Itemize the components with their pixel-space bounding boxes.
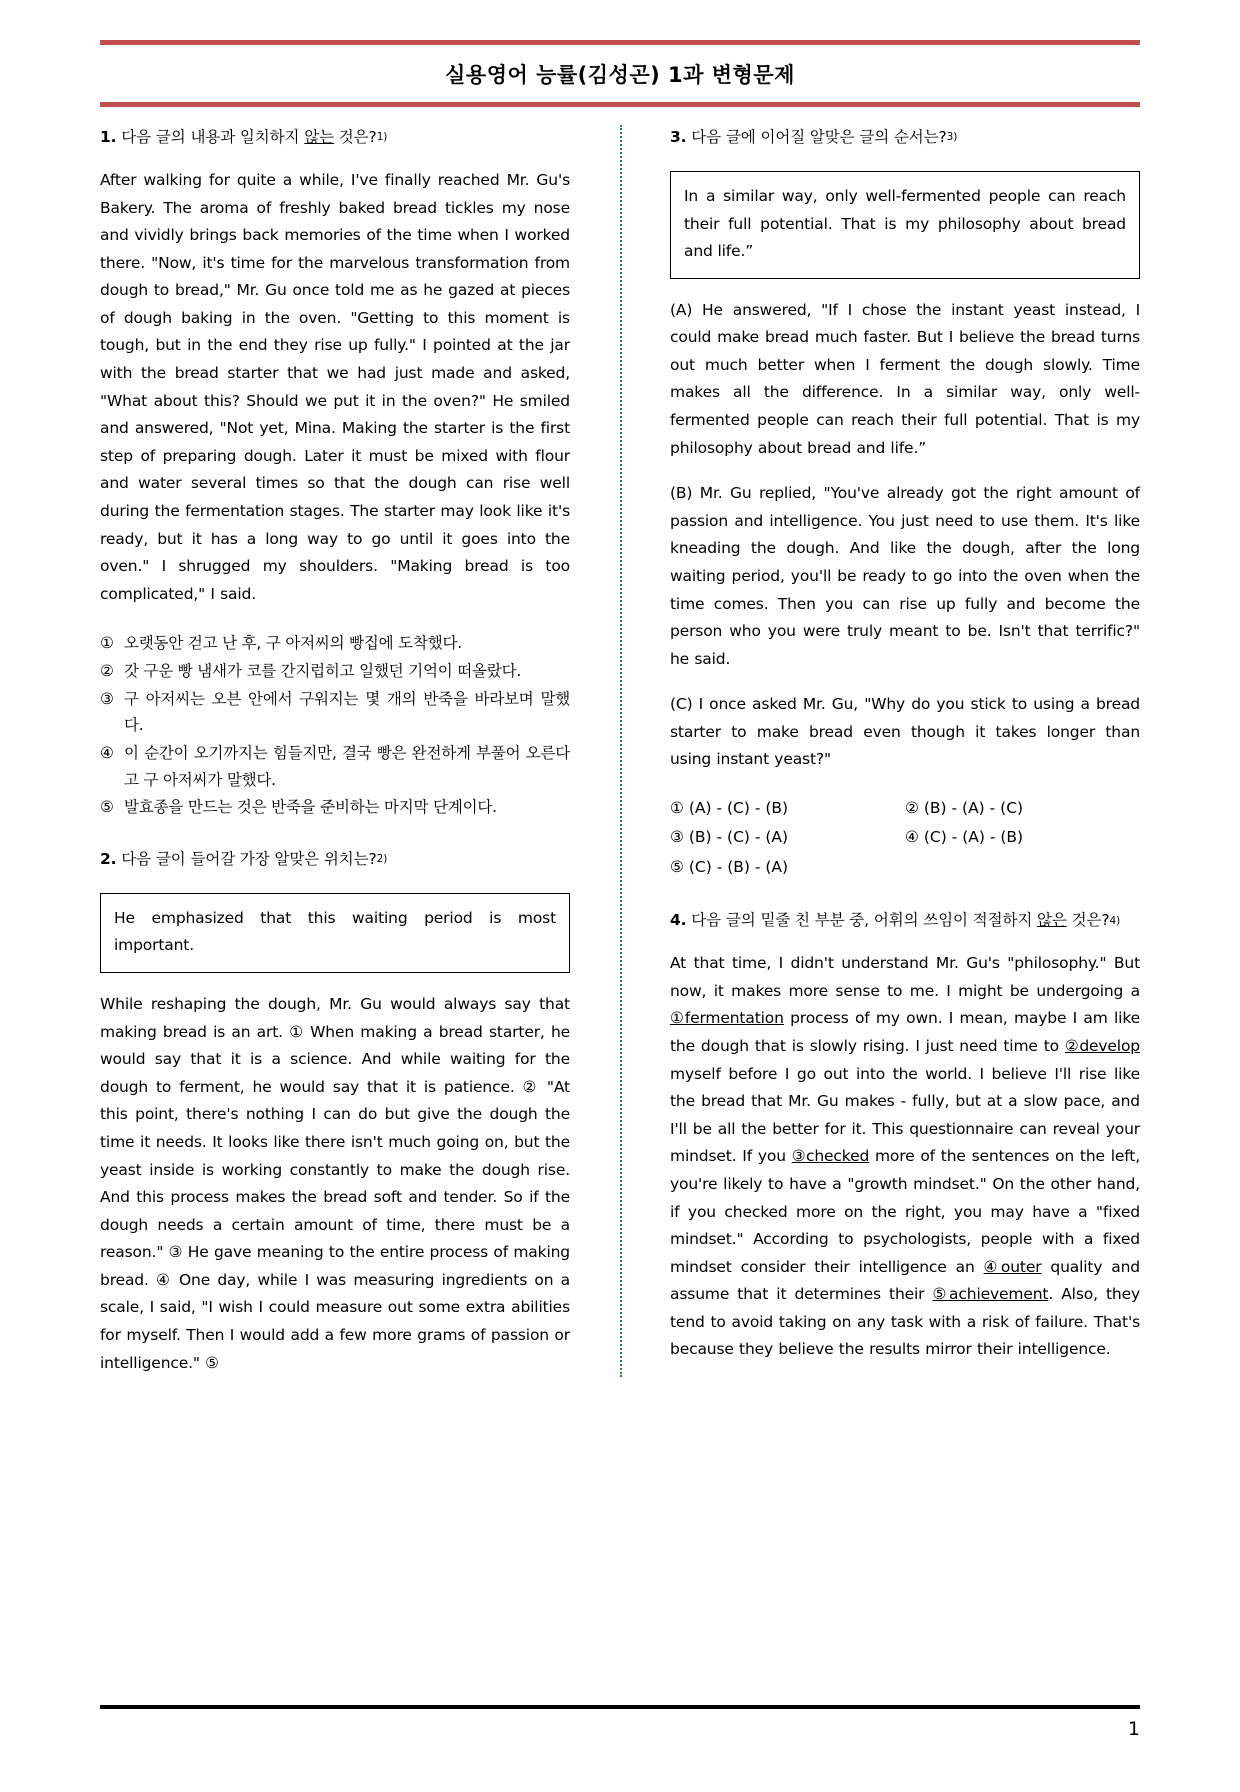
page-number: 1 (1127, 1718, 1140, 1740)
underlined-vocab-9[interactable]: ⑤achievement (932, 1285, 1049, 1304)
question-3-prompt: 다음 글에 이어질 알맞은 글의 순서는? (686, 128, 947, 146)
underlined-vocab-1[interactable]: ①fermentation (670, 1009, 784, 1028)
question-1-prompt-before: 다음 글의 내용과 일치하지 (116, 128, 305, 146)
question-2-heading (100, 847, 570, 871)
choice-label: (C) - (A) - (B) (923, 828, 1024, 847)
choice-label: 구 아저씨는 오븐 안에서 구워지는 몇 개의 반죽을 바라보며 말했다. (124, 689, 570, 735)
passage-text-6: more of the sentences on the left, you're likely to have a "growth mindset." On the other hand, if you checked more on the right, you may have a "fixed mindset." According to psychologists, people with a fixed mindset consider their intelligence an (670, 1147, 1140, 1276)
page-title: 실용영어 능률(김성곤) 1과 변형문제 (445, 63, 795, 87)
column-divider (570, 125, 670, 1377)
passage-text-0: At that time, I didn't understand Mr. Gu's "philosophy." But now, it makes more sense to me. I might be undergoing a (670, 954, 1140, 1000)
choice-label: (B) - (A) - (C) (923, 799, 1024, 817)
passage-text-2: process of my own. I mean, maybe I am like the dough that is slowly rising. I just need time to (670, 1009, 1141, 1056)
choice-item[interactable] (670, 823, 905, 852)
choice-marker: ④ (905, 828, 919, 847)
choice-marker: ③ (670, 828, 684, 847)
document-footer (100, 1705, 1140, 1740)
choice-label: (A) - (C) - (B) (688, 799, 789, 817)
question-1-prompt-underlined: 않는 (304, 128, 334, 146)
choice-marker: ⑤ (670, 857, 684, 876)
choice-label: 갓 구운 빵 냄새가 코를 간지럽히고 일했던 기억이 떠올랐다. (124, 661, 522, 680)
left-column (100, 125, 570, 1377)
question-2-block (100, 847, 570, 1377)
question-2-passage: While reshaping the dough, Mr. Gu would always say that making bread is an art. ① When making a bread starter, he would say that it is a science. And while waiting for the dough to ferment, he would say that it is patience. ② "At this point, there's nothing I can do but give the dough the time it needs. It looks like there isn't much going on, but the yeast inside is working constantly to make the dough rise. And this process makes the bread soft and tender. So if the dough needs a certain amount of time, there must be a reason." ③ He gave meaning to the entire process of making bread. ④ One day, while I was measuring ingredients on a scale, I said, "I wish I could measure out some extra abilities for myself. Then I would add a few more grams of passion or intelligence." ⑤ (100, 995, 570, 1372)
question-4-block (670, 908, 1140, 1364)
choice-label: (C) - (B) - (A) (688, 857, 789, 876)
choice-label: 오랫동안 걷고 난 후, 구 아저씨의 빵집에 도착했다. (124, 634, 463, 653)
question-1-number: 1. (100, 128, 117, 146)
question-1-footnote: 1) (376, 131, 388, 144)
question-4-heading (670, 908, 1140, 932)
question-2-footnote: 2) (376, 853, 388, 866)
worksheet-page (0, 40, 1240, 1792)
choice-item[interactable] (100, 740, 570, 793)
choice-label: (B) - (C) - (A) (688, 828, 789, 847)
question-4-footnote: 4) (1109, 914, 1121, 927)
underlined-vocab-7[interactable]: ④outer (983, 1257, 1042, 1276)
choice-item[interactable] (100, 630, 570, 657)
question-3-choices (670, 794, 1140, 882)
choice-marker: ② (100, 661, 114, 680)
document-header (100, 40, 1140, 107)
passage-text-10: . Also, they tend to avoid taking on any task with a risk of failure. That's because they believe the results mirror their intelligence. (670, 1285, 1140, 1359)
question-4-prompt-underlined: 않은 (1037, 911, 1067, 930)
question-1-block (100, 125, 570, 821)
question-3-paragraph-b: (B) Mr. Gu replied, "You've already got the right amount of passion and intelligence. You just need to use them. It's like kneading the dough. And like the dough, after the long waiting period, you'll be ready to go into the oven when the time comes. Then you can rise up fully and become the person who you were truly meant to be. Isn't that terrific?" he said. (670, 484, 1140, 668)
question-2-number: 2. (100, 849, 117, 868)
question-3-paragraph-c: (C) I once asked Mr. Gu, "Why do you stick to using a bread starter to make bread even though it takes longer than using instant yeast?" (670, 695, 1140, 769)
two-column-body (100, 125, 1140, 1377)
choice-item[interactable] (905, 823, 1140, 852)
question-3-number: 3. (670, 128, 687, 146)
question-1-heading (100, 125, 570, 149)
question-2-boxed-excerpt: He emphasized that this waiting period is most important. (100, 893, 570, 973)
question-1-prompt-after: 것은? (333, 128, 377, 146)
question-1-choices (100, 630, 570, 821)
choice-marker: ④ (100, 743, 114, 762)
choice-marker: ③ (100, 689, 114, 708)
question-1-passage: After walking for quite a while, I've finally reached Mr. Gu's Bakery. The aroma of freshly baked bread tickles my nose and vividly brings back memories of the time when I worked there. "Now, it's time for the marvelous transformation from dough to bread," Mr. Gu once told me as he gazed at pieces of dough baking in the oven. "Getting to this moment is tough, but in the end they rise up fully." I pointed at the jar with the bread starter that we had just made and asked, "What about this? Should we put it in the oven?" He smiled and answered, "Not yet, Mina. Making the starter is the first step of preparing dough. Later it must be mixed with flour and water several times so that the dough can rise well during the fermentation stages. The starter may look like it's ready, but it has a long way to go until it goes into the oven." I shrugged my shoulders. "Making bread is too complicated," I said. (100, 171, 570, 603)
choice-label: 발효종을 만드는 것은 반죽을 준비하는 마지막 단계이다. (124, 798, 497, 817)
passage-text-8: quality and assume that it determines their (670, 1257, 1140, 1304)
choice-marker: ① (100, 634, 114, 653)
choice-item[interactable] (670, 853, 1140, 882)
passage-text-4: myself before I go out into the world. I believe I'll rise like the bread that Mr. Gu makes - fully, but at a slow pace, and I'll be all the better for it. This questionnaire can reveal your mindset. If you (670, 1064, 1140, 1166)
question-4-prompt-before: 다음 글의 밑줄 친 부분 중, 어휘의 쓰임이 적절하지 (686, 911, 1038, 930)
choice-item[interactable] (100, 686, 570, 739)
question-3-boxed-excerpt: In a similar way, only well-fermented people can reach their full potential. That is my philosophy about bread and life.” (670, 171, 1140, 279)
choice-marker: ② (905, 799, 919, 817)
question-2-prompt: 다음 글이 들어갈 가장 알맞은 위치는? (116, 849, 377, 868)
question-4-prompt-after: 것은? (1066, 911, 1110, 930)
question-3-heading (670, 125, 1140, 149)
choice-marker: ① (670, 799, 684, 817)
header-rule-bottom (100, 102, 1140, 107)
choice-item[interactable] (100, 658, 570, 685)
choice-item[interactable] (905, 794, 1140, 823)
choice-label: 이 순간이 오기까지는 힘들지만, 결국 빵은 완전하게 부풀어 오른다고 구 아저씨가 말했다. (124, 743, 570, 789)
right-column (670, 125, 1140, 1377)
choice-item[interactable] (670, 794, 905, 823)
question-3-paragraph-a: (A) He answered, "If I chose the instant yeast instead, I could make bread much faster. But I believe the bread turns out much better when I ferment the dough slowly. Time makes all the difference. In a similar way, only well-fermented people can reach their full potential. That is my philosophy about bread and life.” (670, 300, 1140, 457)
underlined-vocab-5[interactable]: ③checked (791, 1147, 870, 1166)
underlined-vocab-3[interactable]: ②develop (1064, 1037, 1140, 1056)
question-4-passage (670, 950, 1140, 1364)
question-3-footnote: 3) (946, 131, 958, 144)
choice-item[interactable] (100, 794, 570, 821)
question-4-number: 4. (670, 911, 687, 930)
question-3-block (670, 125, 1140, 882)
choice-marker: ⑤ (100, 798, 114, 817)
